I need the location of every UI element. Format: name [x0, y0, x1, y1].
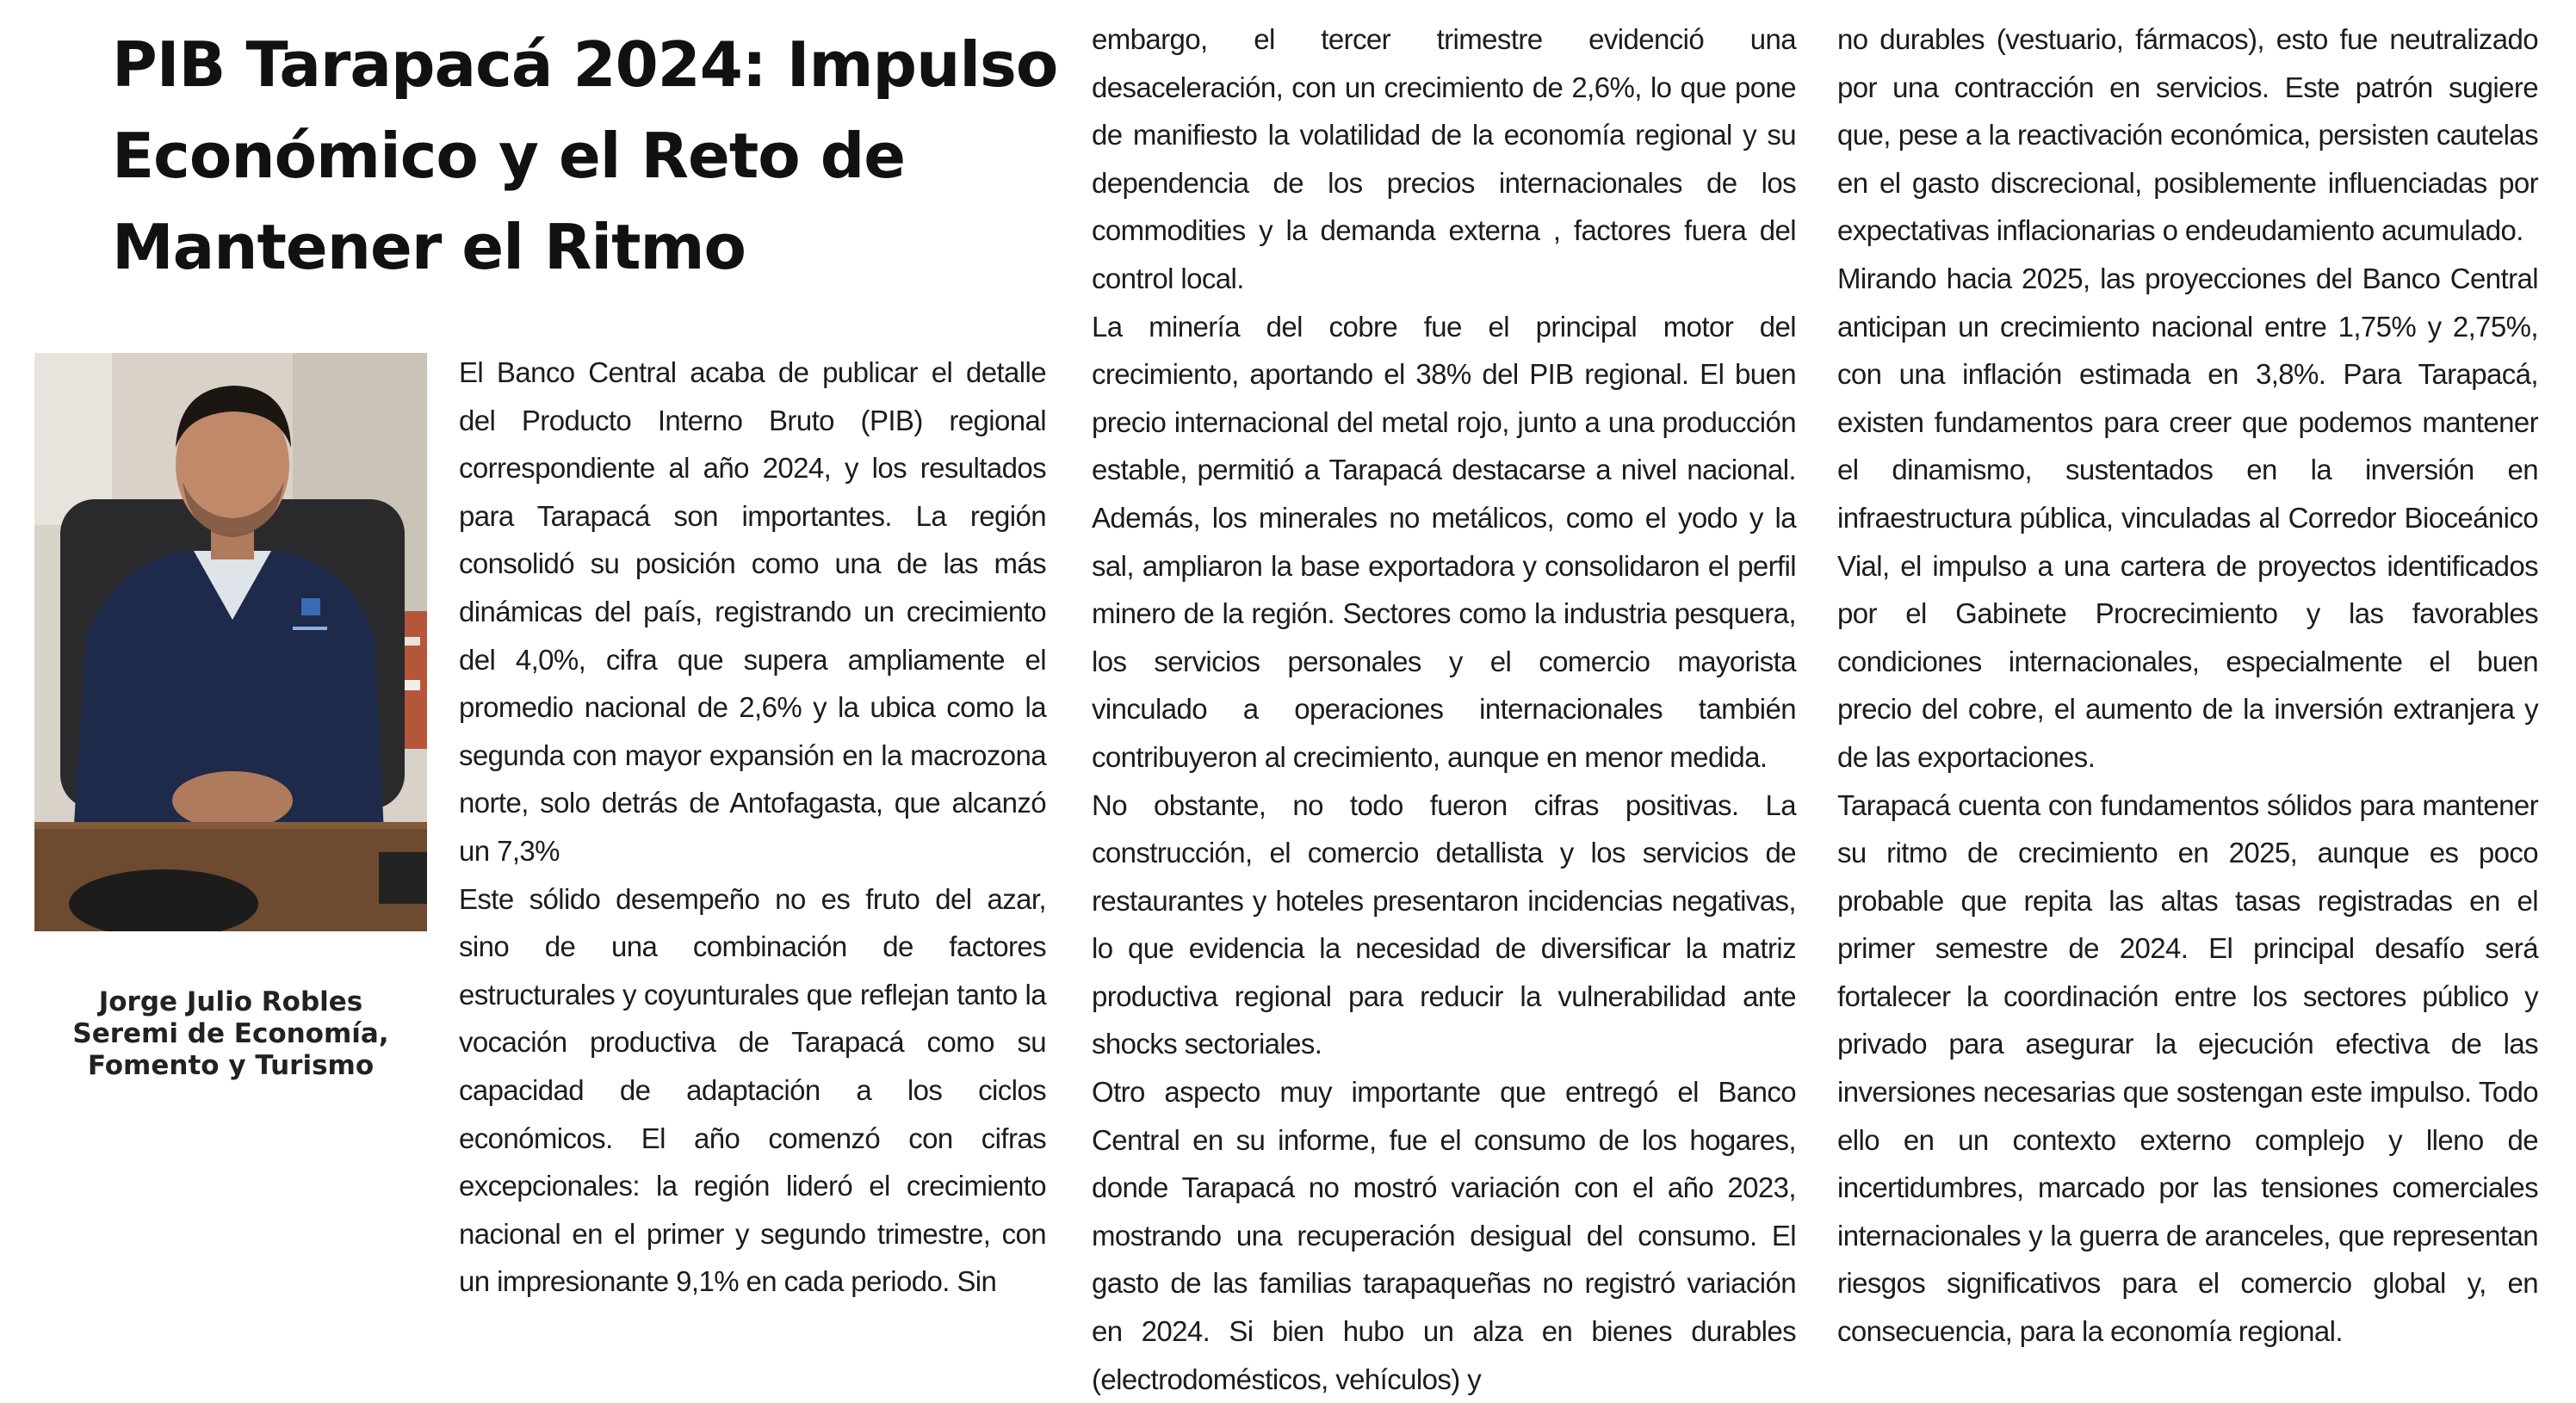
- photo-caption: [34, 986, 427, 1082]
- article-column-2: [1092, 15, 1796, 1403]
- paragraph: Mirando hacia 2025, las proyecciones del Banco Central anticipan un crecimiento nacional entre 1,75% y 2,75%, con una inflación estimada en 3,8%. Para Tarapacá, existen fundamentos para creer que podemos mantener el dinamismo, sustentados en la inversión en infraestructura pública, vinculadas al Corredor Bioceánico Vial, el impulso a una cartera de proyectos identificados por el Gabinete Procrecimiento y las favorables condiciones internacionales, especialmente el buen precio del cobre, el aumento de la inversión extranjera y de las exportaciones.: [1837, 262, 2538, 773]
- caption-role: Seremi de Economía,: [72, 1018, 389, 1049]
- author-photo: [34, 353, 427, 931]
- paragraph: No obstante, no todo fueron cifras positivas. La construcción, el comercio detallista y los servicios de restaurantes y hoteles presentaron incidencias negativas, lo que evidencia la necesidad de diversificar la matriz productiva regional para reducir la vulnerabilidad ante shocks sectoriales.: [1092, 788, 1796, 1060]
- paragraph: Este sólido desempeño no es fruto del azar, sino de una combinación de factores estructurales y coyunturales que reflejan tanto la vocación productiva de Tarapacá como su capacidad de adaptación a los ciclos económicos. El año comenzó con cifras excepcionales: la región lideró el crecimiento nacional en el primer y segundo trimestre, con un impresionante 9,1% en cada periodo. Sin: [459, 882, 1046, 1298]
- article-column-3: [1837, 15, 2538, 1356]
- article-headline: PIB Tarapacá 2024: Impulso Económico y el Reto de Mantener el Ritmo: [112, 28, 1058, 283]
- paragraph: Otro aspecto muy importante que entregó el Banco Central en su informe, fue el consumo de los hogares, donde Tarapacá no mostró variación con el año 2023, mostrando una recuperación desigual del consumo. El gasto de las familias tarapaqueñas no registró variación en 2024. Si bien hubo un alza en bienes durables (electrodomésticos, vehículos) y: [1092, 1076, 1796, 1395]
- paragraph: Tarapacá cuenta con fundamentos sólidos para mantener su ritmo de crecimiento en 2025, aunque es poco probable que repita las altas tasas registradas en el primer semestre de 2024. El principal desafío será fortalecer la coordinación entre los sectores público y privado para asegurar la ejecución efectiva de las inversiones necesarias que sostengan este impulso. Todo ello en un contexto externo complejo y lleno de incertidumbres, marcado por las tensiones comerciales internacionales y la guerra de aranceles, que representan riesgos significativos para el comercio global y, en consecuencia, para la economía regional.: [1837, 788, 2538, 1348]
- paragraph: La minería del cobre fue el principal motor del crecimiento, aportando el 38% del PIB regional. El buen precio internacional del metal rojo, junto a una producción estable, permitió a Tarapacá destacarse a nivel nacional. Además, los minerales no metálicos, como el yodo y la sal, ampliaron la base exportadora y consolidaron el perfil minero de la región. Sectores como la industria pesquera, los servicios personales y el comercio mayorista vinculado a operaciones internacionales también contribuyeron al crecimiento, aunque en menor medida.: [1092, 310, 1796, 773]
- paragraph: embargo, el tercer trimestre evidenció una desaceleración, con un crecimiento de 2,6%, lo que pone de manifiesto la volatilidad de la economía regional y su dependencia de los precios internacionales de los commodities y la demanda externa , factores fuera del control local.: [1092, 23, 1796, 294]
- paragraph: no durables (vestuario, fármacos), esto fue neutralizado por una contracción en servicios. Este patrón sugiere que, pese a la reactivación económica, persisten cautelas en el gasto discrecional, posiblemente influenciadas por expectativas inflacionarias o endeudamiento acumulado.: [1837, 23, 2538, 247]
- paragraph: El Banco Central acaba de publicar el detalle del Producto Interno Bruto (PIB) regional correspondiente al año 2024, y los resultados para Tarapacá son importantes. La región consolidó su posición como una de las más dinámicas del país, registrando un crecimiento del 4,0%, cifra que supera ampliamente el promedio nacional de 2,6% y la ubica como la segunda con mayor expansión en la macrozona norte, solo detrás de Antofagasta, que alcanzó un 7,3%: [459, 356, 1046, 867]
- caption-name: Jorge Julio Robles: [98, 986, 363, 1017]
- article-column-1: [459, 349, 1046, 1306]
- caption-role: Fomento y Turismo: [87, 1050, 375, 1081]
